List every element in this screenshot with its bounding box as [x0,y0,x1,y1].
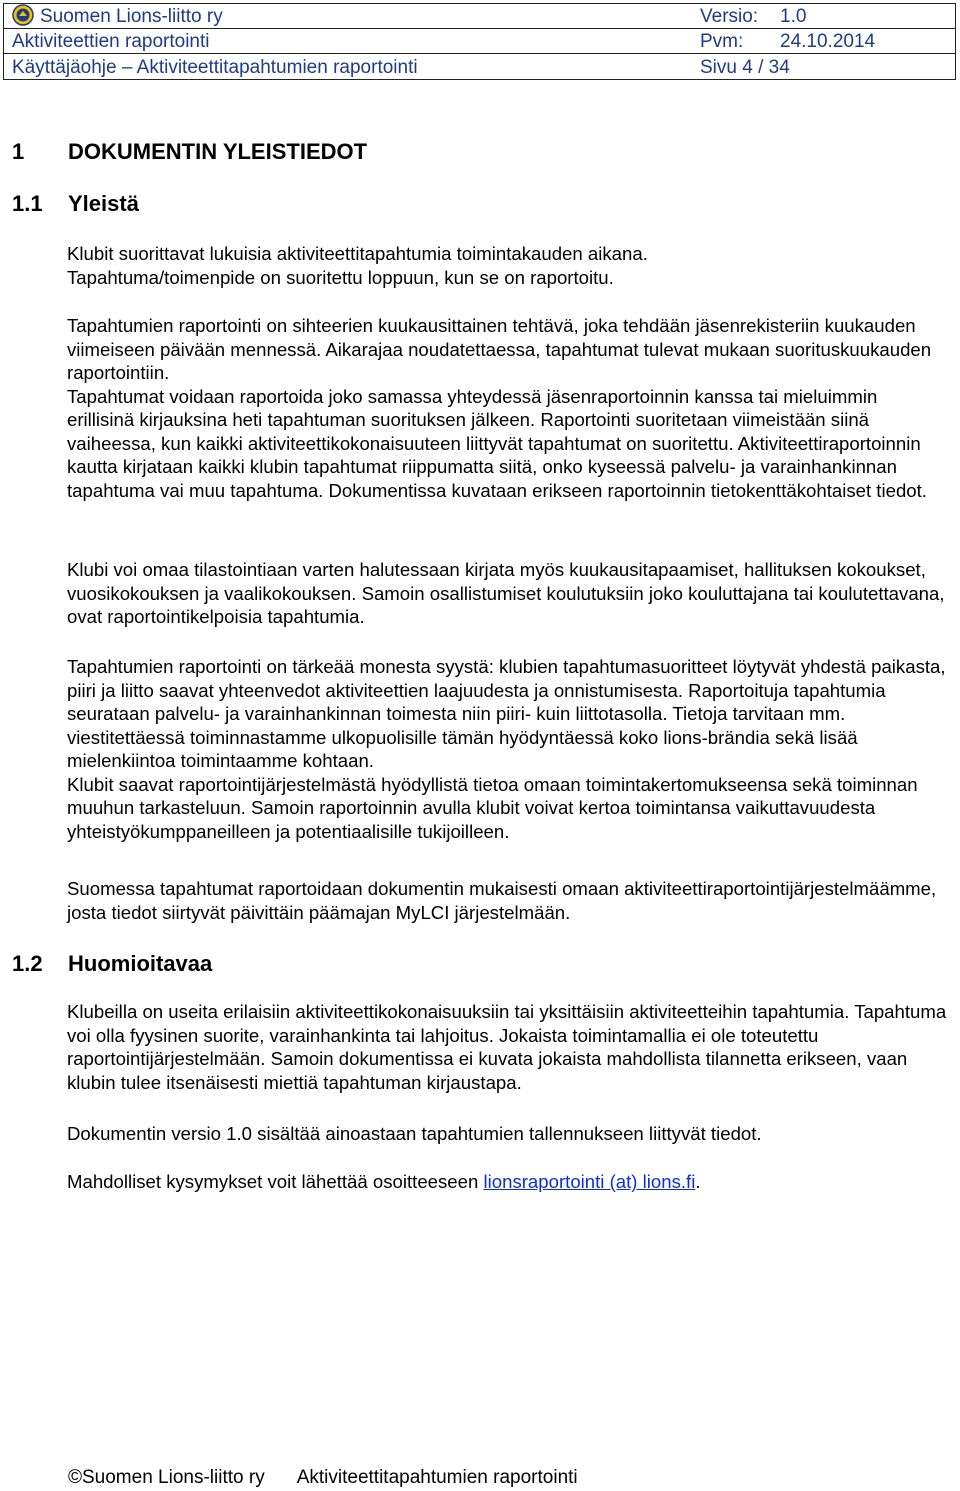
paragraph-4 [67,655,947,843]
paragraph-text: Suomessa tapahtumat raportoidaan dokumentin mukaisesti omaan aktiviteettiraportointijärjestelmäämme, josta tiedot siirtyvät päivittäin päämajan MyLCI järjestelmään. [67,878,937,923]
footer-title: Aktiviteettitapahtumien raportointi [296,1467,578,1488]
header-row-3 [4,54,955,79]
section-number: 1 [12,139,25,164]
section-number: 1.1 [12,191,43,216]
section-title: DOKUMENTIN YLEISTIEDOT [68,139,368,164]
date-label: Pvm: [700,31,744,52]
version-value: 1.0 [780,6,807,27]
document-footer [68,1467,610,1489]
guide-title: Käyttäjäohje – Aktiviteettitapahtumien raportointi [12,57,418,78]
header-row-2 [4,29,955,54]
paragraph-text: Tapahtumien raportointi on sihteerien kuukausittainen tehtävä, joka tehdään jäsenrekisteriin kuukauden viimeiseen päivään mennessä. Aikarajaa noudatettaessa, tapahtumat tulevat mukaan suorituskuukauden raportointiin. [67,315,932,383]
paragraph-5 [67,877,947,924]
date-value: 24.10.2014 [780,31,876,52]
document-header [3,3,956,80]
paragraph-text: Klubeilla on useita erilaisiin aktiviteettikokonaisuuksiin tai yksittäisiin aktiviteetteihin tapahtumia. Tapahtuma voi olla fyysinen suorite, varainhankinta tai lahjoitus. Jokaista toimintamallia ei ole toteutettu raportointijärjestelmään. Samoin dokumentissa ei kuvata jokaista mahdollista tilannetta erikseen, vaan klubin tulee itsenäisesti miettiä tapahtuman kirjaustapa. [67,1001,947,1093]
paragraph-text: Klubi voi omaa tilastointiaan varten halutessaan kirjata myös kuukausitapaamiset, hallituksen kokoukset, vuosikokouksen ja vaalikokouksen. Samoin osallistumiset koulutuksiin joko kouluttajana tai koulutettavana, ovat raportointikelpoisia tapahtumia. [67,559,945,627]
paragraph-6 [67,1000,947,1094]
contact-text-end: . [695,1171,701,1192]
paragraph-text [67,1170,947,1194]
paragraph-3 [67,558,947,629]
paragraph-text: Klubit saavat raportointijärjestelmästä hyödyllistä tietoa omaan toimintakertomukseensa sekä toiminnan muuhun tarkasteluun. Samoin raportoinnin avulla klubit voivat kertoa toimintansa vaikuttavuudesta yhteistyökumppaneilleen ja potentiaalisille tukijoilleen. [67,773,918,842]
doc-name: Aktiviteettien raportointi [12,31,210,52]
section-title: Huomioitavaa [68,951,213,976]
paragraph-text: Tapahtumat voidaan raportoida joko samassa yhteydessä jäsenraportoinnin kanssa tai mieluimmin erillisinä kirjauksina heti tapahtuman suorituksen jälkeen. Raportointi suoritetaan viimeistään siinä vaiheessa, kun kaikki aktiviteettikokonaisuuteen liittyvät tapahtumat on suoritettu. Aktiviteettiraportoinnin kautta kirjataan kaikki klubin tapahtumat riippumatta siitä, onko kyseessä palvelu- ja varainhankinnan tapahtuma vai muu tapahtuma. Dokumentissa kuvataan erikseen raportoinnin tietokenttäkohtaiset tiedot. [67,385,927,501]
paragraph-text: Dokumentin versio 1.0 sisältää ainoastaan tapahtumien tallennukseen liittyvät tiedot. [67,1123,762,1144]
section-title: Yleistä [68,191,139,216]
paragraph-text: Tapahtumien raportointi on tärkeää monesta syystä: klubien tapahtumasuoritteet löytyvät yhdestä paikasta, piiri ja liitto saavat yhteenvedot aktiviteettien laajuudesta ja onnistumisesta. Raportoituja tapahtumia seurataan palvelu- ja varainhankinnan toimesta niin piiri- kuin liittotasolla. Tietoja tarvitaan mm. viestitettäessä toiminnastamme ulkopuolisille tämän hyödyntäessä koko lions-brändia sekä lisää mielenkiintoa toimintaamme kohtaan. [67,656,946,771]
version-label: Versio: [700,6,759,27]
page-number: Sivu 4 / 34 [700,57,790,78]
lions-logo-icon [12,4,34,26]
paragraph-2 [67,314,947,502]
header-row-1 [4,4,955,29]
paragraph-7 [67,1122,947,1146]
section-heading-1 [12,139,367,165]
footer-copyright: ©Suomen Lions-liitto ry [68,1467,265,1488]
contact-email-link[interactable]: lionsraportointi (at) lions.fi [483,1171,696,1192]
paragraph-8 [67,1170,947,1194]
org-name: Suomen Lions-liitto ry [40,6,223,27]
section-heading-1-1 [12,191,139,217]
contact-text: Mahdolliset kysymykset voit lähettää osoitteeseen [67,1171,484,1192]
paragraph-1 [67,242,827,289]
section-heading-1-2 [12,951,212,977]
section-number: 1.2 [12,951,43,976]
paragraph-text: Klubit suorittavat lukuisia aktiviteettitapahtumia toimintakauden aikana. Tapahtuma/toimenpide on suoritettu loppuun, kun se on raportoitu. [67,243,648,288]
